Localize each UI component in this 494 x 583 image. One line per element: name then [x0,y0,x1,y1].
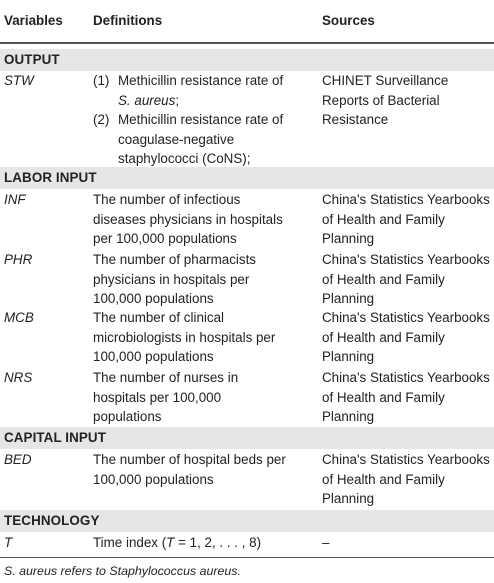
section-labor-input [0,167,494,189]
section-technology-label: TECHNOLOGY [4,513,100,528]
header-rule [0,42,494,44]
section-labor-label: LABOR INPUT [4,170,97,185]
var-inf: INF [4,192,26,207]
section-output-label: OUTPUT [4,52,60,67]
source-mcb: China's Statistics Yearbooks of Health and Family Planning [322,310,490,364]
var-t: T [4,535,13,550]
header-variables: Variables [4,13,63,28]
section-technology [0,510,494,532]
var-phr: PHR [4,252,33,267]
definition-t: Time index (T = 1, 2, . . . , 8) [93,535,262,550]
source-nrs: China's Statistics Yearbooks of Health and Family Planning [322,370,490,424]
var-mcb: MCB [4,310,34,325]
section-output [0,49,494,71]
definition-nrs: The number of nurses in hospitals per 100,000 populations [93,370,239,424]
definition-mcb: The number of clinical microbiologists in hospitals per 100,000 populations [93,310,276,364]
header-sources: Sources [322,13,375,28]
var-bed: BED [4,452,32,467]
bottom-rule [0,557,494,558]
definition-stw-item-2: (2) Methicillin resistance rate of coagulase-negative staphylococci (CoNS); [93,112,284,166]
source-inf: China's Statistics Yearbooks of Health and Family Planning [322,192,490,246]
source-phr: China's Statistics Yearbooks of Health and Family Planning [322,252,490,306]
header-definitions: Definitions [93,13,163,28]
section-capital-label: CAPITAL INPUT [4,430,106,445]
source-bed: China's Statistics Yearbooks of Health and Family Planning [322,452,490,506]
table-footnote: S. aureus refers to Staphylococcus aureus. [4,564,241,578]
definition-stw [93,71,311,169]
section-capital-input [0,427,494,449]
var-nrs: NRS [4,370,33,385]
source-t: – [322,535,330,550]
definition-bed: The number of hospital beds per 100,000 populations [93,452,286,487]
definition-inf: The number of infectious diseases physicians in hospitals per 100,000 populations [93,192,283,246]
table-header [0,0,494,42]
definition-stw-item-1: (1) Methicillin resistance rate of S. aureus; [93,73,284,108]
source-stw: CHINET Surveillance Reports of Bacterial Resistance [322,73,449,127]
var-stw: STW [4,73,34,88]
definition-phr: The number of pharmacists physicians in hospitals per 100,000 populations [93,252,256,306]
